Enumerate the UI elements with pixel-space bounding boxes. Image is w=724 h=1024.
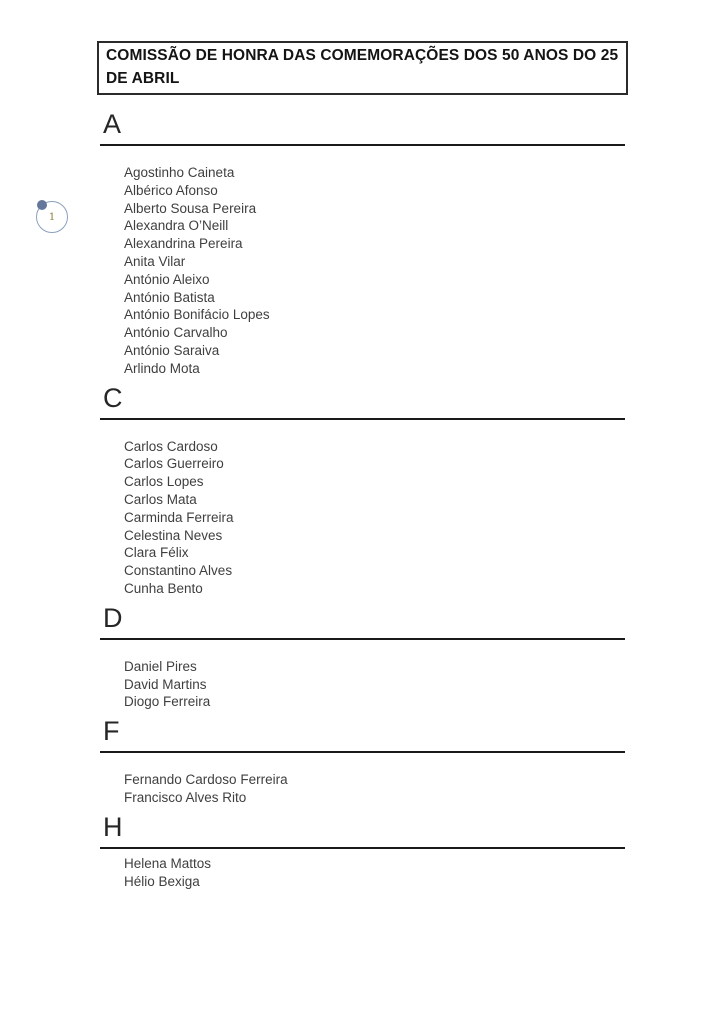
list-item: Francisco Alves Rito: [124, 789, 247, 805]
list-item: Agostinho Caineta: [124, 165, 235, 180]
list-item: António Batista: [124, 289, 215, 305]
list-item: Carlos Mata: [124, 491, 197, 507]
name-list: [100, 753, 625, 807]
list-item: Carlos Lopes: [124, 474, 204, 490]
list-item: David Martins: [124, 676, 207, 692]
section-letter: C: [103, 382, 123, 413]
letter-section-a: [100, 110, 625, 378]
letter-section-f: [100, 717, 625, 807]
name-list: [100, 146, 625, 378]
list-item: Carlos Guerreiro: [124, 456, 224, 472]
list-item: Albérico Afonso: [124, 182, 218, 198]
list-item: Alexandra O’Neill: [124, 218, 229, 234]
list-item: Clara Félix: [124, 545, 189, 561]
section-letter: D: [103, 602, 123, 633]
list-item: Constantino Alves: [124, 563, 233, 579]
letter-section-c: [100, 384, 625, 598]
list-item: Carminda Ferreira: [124, 509, 234, 525]
list-item: Carlos Cardoso: [124, 438, 218, 454]
section-letter: H: [103, 811, 123, 842]
list-item: António Aleixo: [124, 271, 210, 287]
section-letter: A: [103, 109, 122, 139]
list-item: Daniel Pires: [124, 658, 197, 674]
list-item: Alberto Sousa Pereira: [124, 200, 257, 216]
document-title: COMISSÃO DE HONRA DAS COMEMORAÇÕES DOS 50 ANOS DO 25 DE ABRIL: [106, 47, 619, 87]
letter-section-h: [100, 813, 625, 891]
list-item: Cunha Bento: [124, 580, 203, 596]
list-item: Diogo Ferreira: [124, 694, 211, 710]
list-item: Alexandrina Pereira: [124, 236, 243, 252]
name-list: [100, 640, 625, 711]
comment-annotation-number: 1: [48, 211, 56, 223]
section-letter: F: [103, 716, 120, 747]
list-item: António Bonifácio Lopes: [124, 307, 270, 323]
sections-container: [100, 92, 625, 890]
name-list: [100, 849, 625, 891]
comment-annotation-marker[interactable]: [36, 201, 68, 233]
list-item: António Saraiva: [124, 342, 220, 358]
letter-section-d: [100, 604, 625, 711]
list-item: Arlindo Mota: [124, 360, 200, 376]
list-item: Anita Vilar: [124, 253, 186, 269]
list-item: Hélio Bexiga: [124, 873, 200, 889]
document-title-box: [97, 41, 628, 95]
list-item: Celestina Neves: [124, 527, 223, 543]
list-item: António Carvalho: [124, 325, 228, 341]
list-item: Helena Mattos: [124, 855, 212, 871]
name-list: [100, 420, 625, 598]
list-item: Fernando Cardoso Ferreira: [124, 772, 288, 788]
